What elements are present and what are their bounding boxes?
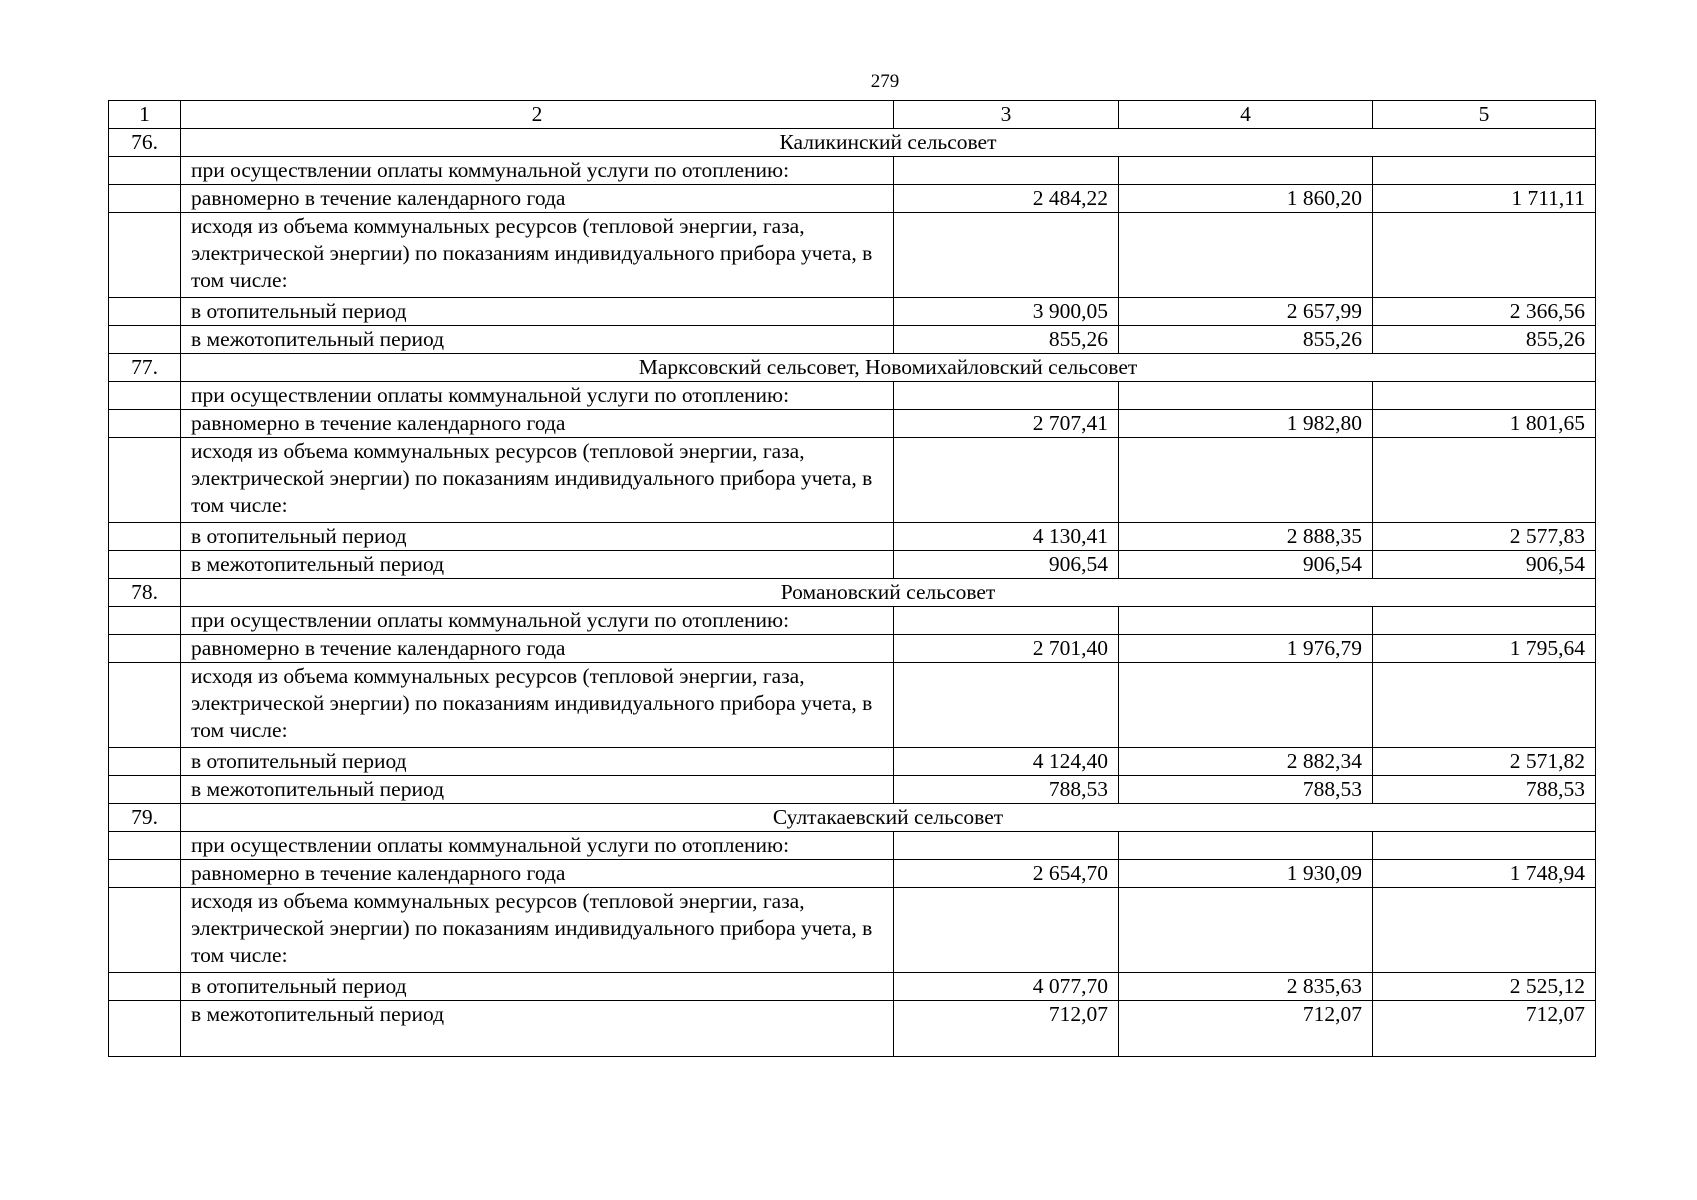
- value-cell-col5: 2 571,82: [1373, 748, 1596, 776]
- header-cell-1: 1: [109, 101, 181, 129]
- value-cell-col4: 788,53: [1119, 776, 1373, 804]
- table-row: [109, 298, 1596, 326]
- description-cell: в отопительный период: [181, 748, 894, 776]
- value-cell-col5: [1373, 157, 1596, 185]
- value-cell-col5: [1373, 438, 1596, 523]
- section-number: 79.: [109, 804, 181, 832]
- table-row: [109, 326, 1596, 354]
- description-cell: исходя из объема коммунальных ресурсов (тепловой энергии, газа, электрической энергии) по показаниям индивидуального прибора учета, в том числе:: [181, 663, 894, 748]
- number-cell: [109, 157, 181, 185]
- value-cell-col5: [1373, 382, 1596, 410]
- tariff-table: [108, 100, 1596, 1057]
- value-cell-col5: 788,53: [1373, 776, 1596, 804]
- table-row: [109, 1001, 1596, 1057]
- value-cell-col3: 2 707,41: [894, 410, 1119, 438]
- description-cell: равномерно в течение календарного года: [181, 635, 894, 663]
- value-cell-col5: 2 577,83: [1373, 523, 1596, 551]
- section-title: Каликинский сельсовет: [181, 129, 1596, 157]
- value-cell-col5: 906,54: [1373, 551, 1596, 579]
- table-row: [109, 888, 1596, 973]
- section-row: [109, 354, 1596, 382]
- number-cell: [109, 776, 181, 804]
- value-cell-col3: 4 130,41: [894, 523, 1119, 551]
- section-row: [109, 804, 1596, 832]
- number-cell: [109, 326, 181, 354]
- value-cell-col4: [1119, 438, 1373, 523]
- value-cell-col5: [1373, 888, 1596, 973]
- description-cell: при осуществлении оплаты коммунальной услуги по отоплению:: [181, 832, 894, 860]
- table-row: [109, 438, 1596, 523]
- value-cell-col5: [1373, 213, 1596, 298]
- number-cell: [109, 382, 181, 410]
- description-cell: в отопительный период: [181, 523, 894, 551]
- table-row: [109, 523, 1596, 551]
- value-cell-col5: 2 525,12: [1373, 973, 1596, 1001]
- number-cell: [109, 748, 181, 776]
- section-row: [109, 129, 1596, 157]
- number-cell: [109, 888, 181, 973]
- number-cell: [109, 1001, 181, 1057]
- table-row: [109, 663, 1596, 748]
- value-cell-col4: [1119, 607, 1373, 635]
- value-cell-col3: [894, 663, 1119, 748]
- section-title: Романовский сельсовет: [181, 579, 1596, 607]
- value-cell-col3: [894, 888, 1119, 973]
- section-number: 78.: [109, 579, 181, 607]
- section-title: Султакаевский сельсовет: [181, 804, 1596, 832]
- description-cell: при осуществлении оплаты коммунальной услуги по отоплению:: [181, 382, 894, 410]
- value-cell-col3: 4 077,70: [894, 973, 1119, 1001]
- value-cell-col4: 2 888,35: [1119, 523, 1373, 551]
- value-cell-col3: [894, 157, 1119, 185]
- value-cell-col3: [894, 213, 1119, 298]
- description-cell: в межотопительный период: [181, 551, 894, 579]
- value-cell-col5: 2 366,56: [1373, 298, 1596, 326]
- description-cell: равномерно в течение календарного года: [181, 185, 894, 213]
- description-cell: в отопительный период: [181, 298, 894, 326]
- table-row: [109, 157, 1596, 185]
- value-cell-col3: 4 124,40: [894, 748, 1119, 776]
- description-cell: в отопительный период: [181, 973, 894, 1001]
- header-row: [109, 101, 1596, 129]
- description-cell: при осуществлении оплаты коммунальной услуги по отоплению:: [181, 157, 894, 185]
- section-number: 77.: [109, 354, 181, 382]
- value-cell-col4: 2 835,63: [1119, 973, 1373, 1001]
- number-cell: [109, 663, 181, 748]
- table-row: [109, 832, 1596, 860]
- value-cell-col5: 1 795,64: [1373, 635, 1596, 663]
- description-cell: равномерно в течение календарного года: [181, 410, 894, 438]
- value-cell-col4: 1 976,79: [1119, 635, 1373, 663]
- number-cell: [109, 185, 181, 213]
- number-cell: [109, 973, 181, 1001]
- number-cell: [109, 607, 181, 635]
- page-number: 279: [870, 71, 900, 92]
- section-title: Марксовский сельсовет, Новомихайловский сельсовет: [181, 354, 1596, 382]
- value-cell-col4: [1119, 213, 1373, 298]
- header-cell-3: 3: [894, 101, 1119, 129]
- value-cell-col4: [1119, 888, 1373, 973]
- header-cell-5: 5: [1373, 101, 1596, 129]
- description-cell: в межотопительный период: [181, 326, 894, 354]
- value-cell-col3: 2 654,70: [894, 860, 1119, 888]
- table-row: [109, 185, 1596, 213]
- value-cell-col4: 1 860,20: [1119, 185, 1373, 213]
- value-cell-col4: [1119, 663, 1373, 748]
- value-cell-col3: 855,26: [894, 326, 1119, 354]
- value-cell-col5: [1373, 832, 1596, 860]
- value-cell-col5: 712,07: [1373, 1001, 1596, 1057]
- table-row: [109, 382, 1596, 410]
- value-cell-col4: 2 657,99: [1119, 298, 1373, 326]
- table-row: [109, 410, 1596, 438]
- value-cell-col4: 1 982,80: [1119, 410, 1373, 438]
- value-cell-col3: 712,07: [894, 1001, 1119, 1057]
- number-cell: [109, 438, 181, 523]
- value-cell-col5: 1 711,11: [1373, 185, 1596, 213]
- value-cell-col3: [894, 438, 1119, 523]
- table-row: [109, 213, 1596, 298]
- value-cell-col3: 3 900,05: [894, 298, 1119, 326]
- table-row: [109, 748, 1596, 776]
- section-row: [109, 579, 1596, 607]
- description-cell: при осуществлении оплаты коммунальной услуги по отоплению:: [181, 607, 894, 635]
- section-number: 76.: [109, 129, 181, 157]
- description-cell: равномерно в течение календарного года: [181, 860, 894, 888]
- header-cell-4: 4: [1119, 101, 1373, 129]
- description-cell: исходя из объема коммунальных ресурсов (тепловой энергии, газа, электрической энергии) по показаниям индивидуального прибора учета, в том числе:: [181, 213, 894, 298]
- value-cell-col4: 1 930,09: [1119, 860, 1373, 888]
- number-cell: [109, 860, 181, 888]
- value-cell-col3: 2 484,22: [894, 185, 1119, 213]
- value-cell-col4: [1119, 382, 1373, 410]
- table-row: [109, 776, 1596, 804]
- table-row: [109, 860, 1596, 888]
- table-row: [109, 551, 1596, 579]
- value-cell-col3: [894, 382, 1119, 410]
- number-cell: [109, 832, 181, 860]
- value-cell-col5: [1373, 663, 1596, 748]
- value-cell-col3: [894, 607, 1119, 635]
- value-cell-col4: 2 882,34: [1119, 748, 1373, 776]
- table-body: [109, 101, 1596, 1057]
- number-cell: [109, 410, 181, 438]
- description-cell: исходя из объема коммунальных ресурсов (тепловой энергии, газа, электрической энергии) по показаниям индивидуального прибора учета, в том числе:: [181, 438, 894, 523]
- number-cell: [109, 551, 181, 579]
- value-cell-col4: 855,26: [1119, 326, 1373, 354]
- value-cell-col3: 2 701,40: [894, 635, 1119, 663]
- value-cell-col4: [1119, 832, 1373, 860]
- value-cell-col3: 906,54: [894, 551, 1119, 579]
- value-cell-col4: 712,07: [1119, 1001, 1373, 1057]
- description-cell: в межотопительный период: [181, 1001, 894, 1057]
- value-cell-col3: [894, 832, 1119, 860]
- value-cell-col5: [1373, 607, 1596, 635]
- value-cell-col4: 906,54: [1119, 551, 1373, 579]
- value-cell-col4: [1119, 157, 1373, 185]
- value-cell-col5: 1 748,94: [1373, 860, 1596, 888]
- number-cell: [109, 213, 181, 298]
- value-cell-col5: 855,26: [1373, 326, 1596, 354]
- description-cell: исходя из объема коммунальных ресурсов (тепловой энергии, газа, электрической энергии) по показаниям индивидуального прибора учета, в том числе:: [181, 888, 894, 973]
- number-cell: [109, 635, 181, 663]
- table-row: [109, 973, 1596, 1001]
- value-cell-col3: 788,53: [894, 776, 1119, 804]
- value-cell-col5: 1 801,65: [1373, 410, 1596, 438]
- header-cell-2: 2: [181, 101, 894, 129]
- number-cell: [109, 298, 181, 326]
- description-cell: в межотопительный период: [181, 776, 894, 804]
- number-cell: [109, 523, 181, 551]
- table-row: [109, 607, 1596, 635]
- table-row: [109, 635, 1596, 663]
